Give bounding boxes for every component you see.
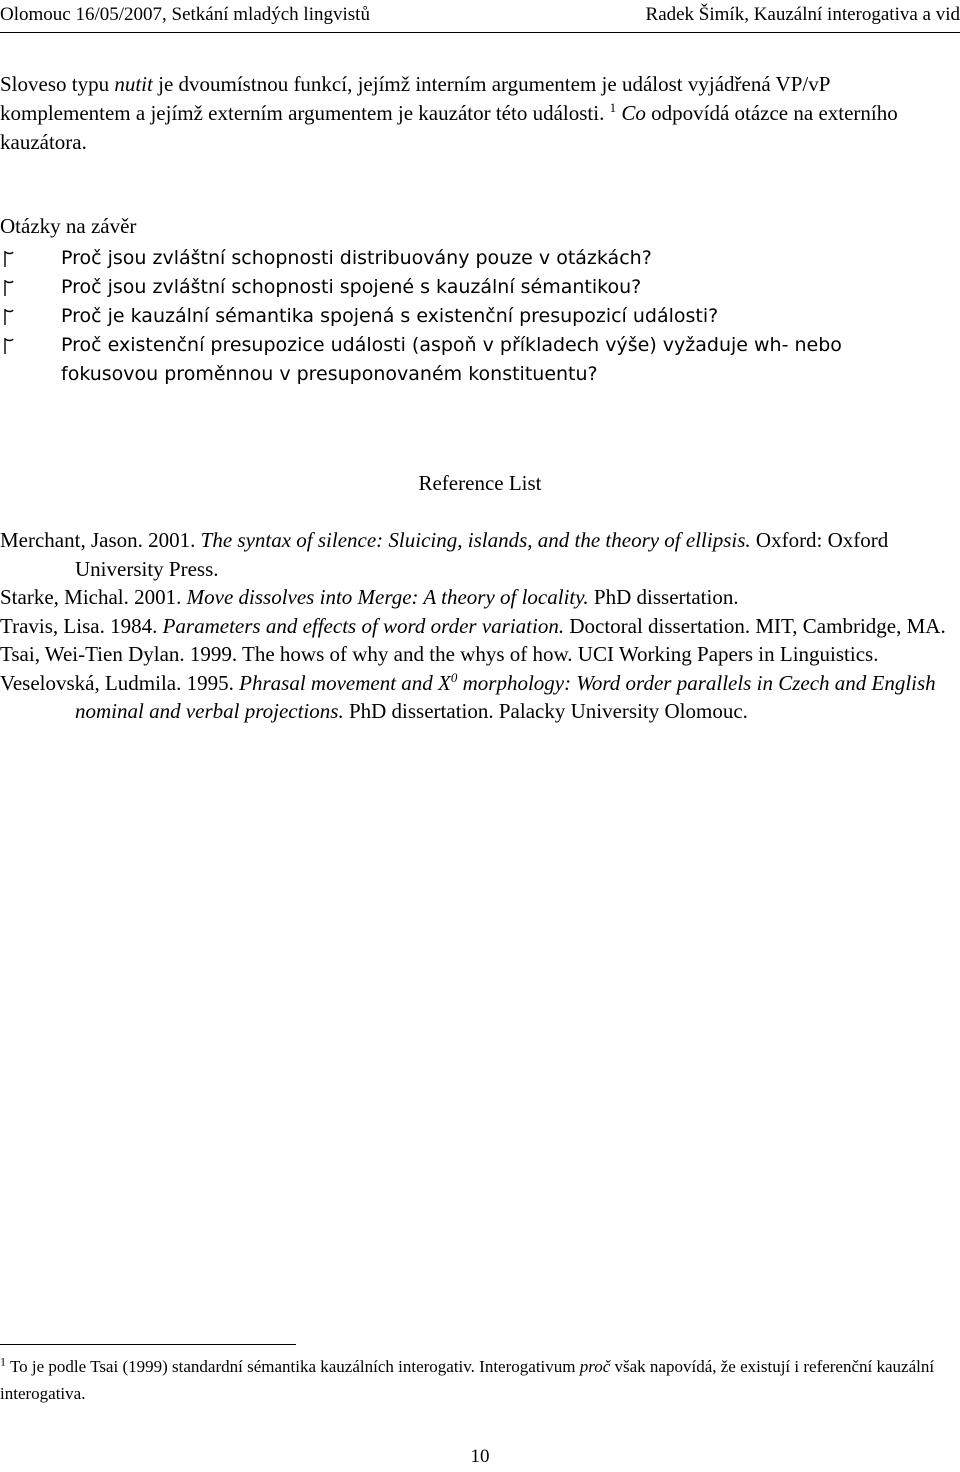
footnote-number: 1	[0, 1354, 6, 1369]
question-item	[0, 302, 940, 331]
footnote-reference[interactable]: 1	[609, 100, 617, 115]
reference-publisher: PhD dissertation.	[588, 585, 739, 609]
reference-publisher: PhD dissertation. Palacky University Olomouc.	[343, 699, 748, 723]
reference-title: Move dissolves into Merge: A theory of locality.	[186, 585, 589, 609]
header-left: Olomouc 16/05/2007, Setkání mladých lingvistů	[0, 4, 370, 25]
reference-author: Veselovská, Ludmila. 1995.	[0, 670, 240, 695]
reference-publisher: Doctoral dissertation. MIT, Cambridge, MA.	[564, 613, 946, 638]
footnote-rule	[0, 1344, 296, 1345]
reference-author: Travis, Lisa. 1984.	[0, 613, 163, 638]
footnote-italic-proc: proč	[579, 1357, 611, 1376]
reference-title: The syntax of silence: Sluicing, islands, and the theory of ellipsis.	[200, 528, 751, 552]
question-item	[0, 331, 940, 389]
reference-publisher: Oxford: Oxford University Press.	[75, 528, 889, 581]
intro-text: je dvoumístnou funkcí, jejímž interním argumentem je událost vyjádřená VP/vP komplementem a jejímž externím argumentem je kauzátor této události.	[0, 72, 830, 125]
intro-paragraph	[0, 70, 940, 157]
bullet-icon	[2, 251, 14, 267]
question-text: Proč existenční presupozice události (aspoň v příkladech výše) vyžaduje wh- nebo fokusovou proměnnou v presuponovaném konstituentu?	[61, 334, 842, 385]
reference-tsai	[0, 640, 950, 669]
intro-italic-nutit: nutit	[114, 72, 153, 96]
intro-text: odpovídá otázce na externího kauzátora.	[0, 101, 898, 154]
question-text: Proč jsou zvláštní schopnosti distribuovány pouze v otázkách?	[61, 247, 652, 269]
section-heading: Otázky na závěr	[0, 214, 137, 238]
question-text: Proč je kauzální sémantika spojená s existenční presupozicí události?	[61, 305, 719, 327]
reference-starke	[0, 583, 950, 612]
reference-veselovska	[0, 669, 950, 726]
bullet-icon	[2, 280, 14, 296]
footnote-text: však napovídá, že existují i referenční kauzální interogativa.	[0, 1357, 935, 1403]
bullet-icon	[2, 309, 14, 325]
question-list	[0, 244, 940, 389]
footnote	[0, 1353, 960, 1407]
reference-travis	[0, 612, 950, 641]
running-header	[0, 4, 960, 30]
reference-list-title: Reference List	[418, 471, 542, 495]
header-right: Radek Šimík, Kauzální interogativa a vid	[645, 4, 960, 25]
reference-superscript: 0	[450, 669, 458, 685]
reference-text: Tsai, Wei-Tien Dylan. 1999. The hows of why and the whys of how. UCI Working Papers in Linguistics.	[0, 642, 879, 666]
reference-list	[0, 526, 950, 726]
header-rule	[0, 32, 960, 33]
footnote-text: To je podle Tsai (1999) standardní sémantika kauzálních interogativ. Interogativum	[6, 1357, 580, 1376]
reference-title: Parameters and effects of word order variation.	[162, 613, 565, 638]
question-item	[0, 273, 940, 302]
intro-italic-co: Co	[621, 101, 646, 125]
question-text: Proč jsou zvláštní schopnosti spojené s kauzální sémantikou?	[61, 276, 642, 298]
reference-merchant	[0, 526, 950, 583]
bullet-icon	[2, 338, 14, 354]
reference-title: morphology: Word order parallels in Czech and English nominal and verbal projections.	[75, 670, 936, 723]
reference-author: Starke, Michal. 2001.	[0, 585, 187, 609]
reference-author: Merchant, Jason. 2001.	[0, 528, 201, 552]
page-number: 10	[470, 1446, 490, 1467]
intro-text: Sloveso typu	[0, 72, 115, 96]
question-item	[0, 244, 940, 273]
reference-title: Phrasal movement and X	[239, 670, 451, 695]
